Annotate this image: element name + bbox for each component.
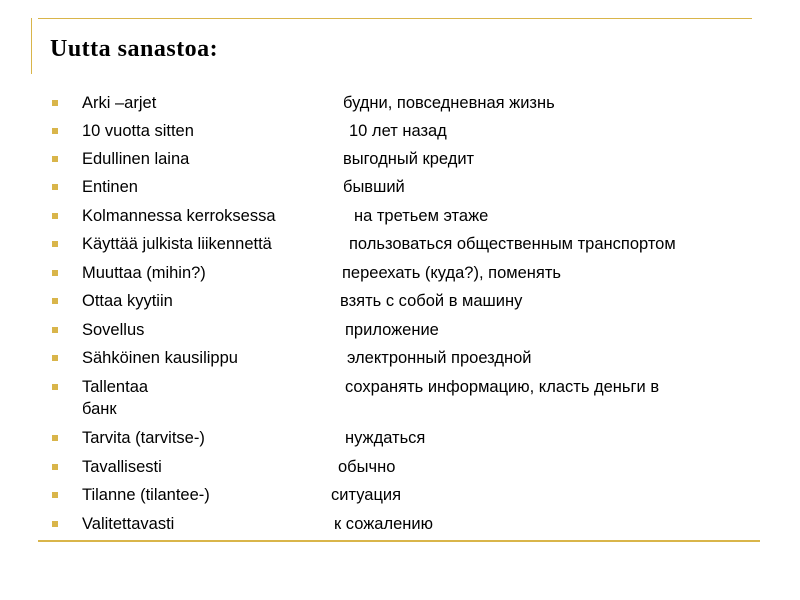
finnish-term: Tarvita (tarvitse-): [82, 429, 205, 447]
square-bullet-icon: [52, 128, 58, 134]
finnish-term: Ottaa kyytiin: [82, 292, 173, 310]
square-bullet-icon: [52, 213, 58, 219]
russian-translation: ситуация: [331, 486, 402, 504]
frame-top-line: [38, 18, 752, 19]
finnish-term: Tavallisesti: [82, 458, 162, 476]
russian-translation: будни, повседневная жизнь: [343, 94, 555, 112]
russian-translation: сохранять информацию, класть деньги в: [345, 378, 660, 396]
russian-translation: пользоваться общественным транспортом: [349, 235, 676, 253]
russian-translation: на третьем этаже: [354, 207, 489, 225]
square-bullet-icon: [52, 241, 58, 247]
finnish-term: Käyttää julkista liikennettä: [82, 235, 272, 253]
square-bullet-icon: [52, 156, 58, 162]
square-bullet-icon: [52, 355, 58, 361]
square-bullet-icon: [52, 464, 58, 470]
russian-translation: нуждаться: [345, 429, 426, 447]
russian-translation: обычно: [338, 458, 396, 476]
finnish-term: 10 vuotta sitten: [82, 122, 194, 140]
square-bullet-icon: [52, 384, 58, 390]
russian-translation: к сожалению: [334, 515, 433, 533]
square-bullet-icon: [52, 184, 58, 190]
finnish-term: Arki –arjet: [82, 94, 157, 112]
square-bullet-icon: [52, 270, 58, 276]
page-title: Uutta sanastoa:: [50, 36, 219, 62]
finnish-term: Kolmannessa kerroksessa: [82, 207, 276, 225]
frame-left-line: [31, 18, 32, 74]
russian-translation: выгодный кредит: [343, 150, 475, 168]
frame-bottom-line: [38, 540, 760, 542]
square-bullet-icon: [52, 100, 58, 106]
square-bullet-icon: [52, 298, 58, 304]
russian-translation: переехать (куда?), поменять: [342, 264, 561, 282]
russian-translation: 10 лет назад: [349, 122, 447, 140]
finnish-term: Sähköinen kausilippu: [82, 349, 238, 367]
russian-translation: приложение: [345, 321, 439, 339]
square-bullet-icon: [52, 492, 58, 498]
square-bullet-icon: [52, 327, 58, 333]
finnish-term: Tilanne (tilantee-): [82, 486, 210, 504]
russian-translation: электронный проездной: [347, 349, 532, 367]
finnish-term: Entinen: [82, 178, 138, 196]
russian-translation: взять с собой в машину: [340, 292, 523, 310]
finnish-term: Valitettavasti: [82, 515, 175, 533]
finnish-term: Muuttaa (mihin?): [82, 264, 206, 282]
finnish-term: Sovellus: [82, 321, 145, 339]
square-bullet-icon: [52, 521, 58, 527]
square-bullet-icon: [52, 435, 58, 441]
russian-translation-continued: банк: [82, 400, 117, 418]
finnish-term: Edullinen laina: [82, 150, 190, 168]
russian-translation: бывший: [343, 178, 405, 196]
finnish-term: Tallentaa: [82, 378, 149, 396]
